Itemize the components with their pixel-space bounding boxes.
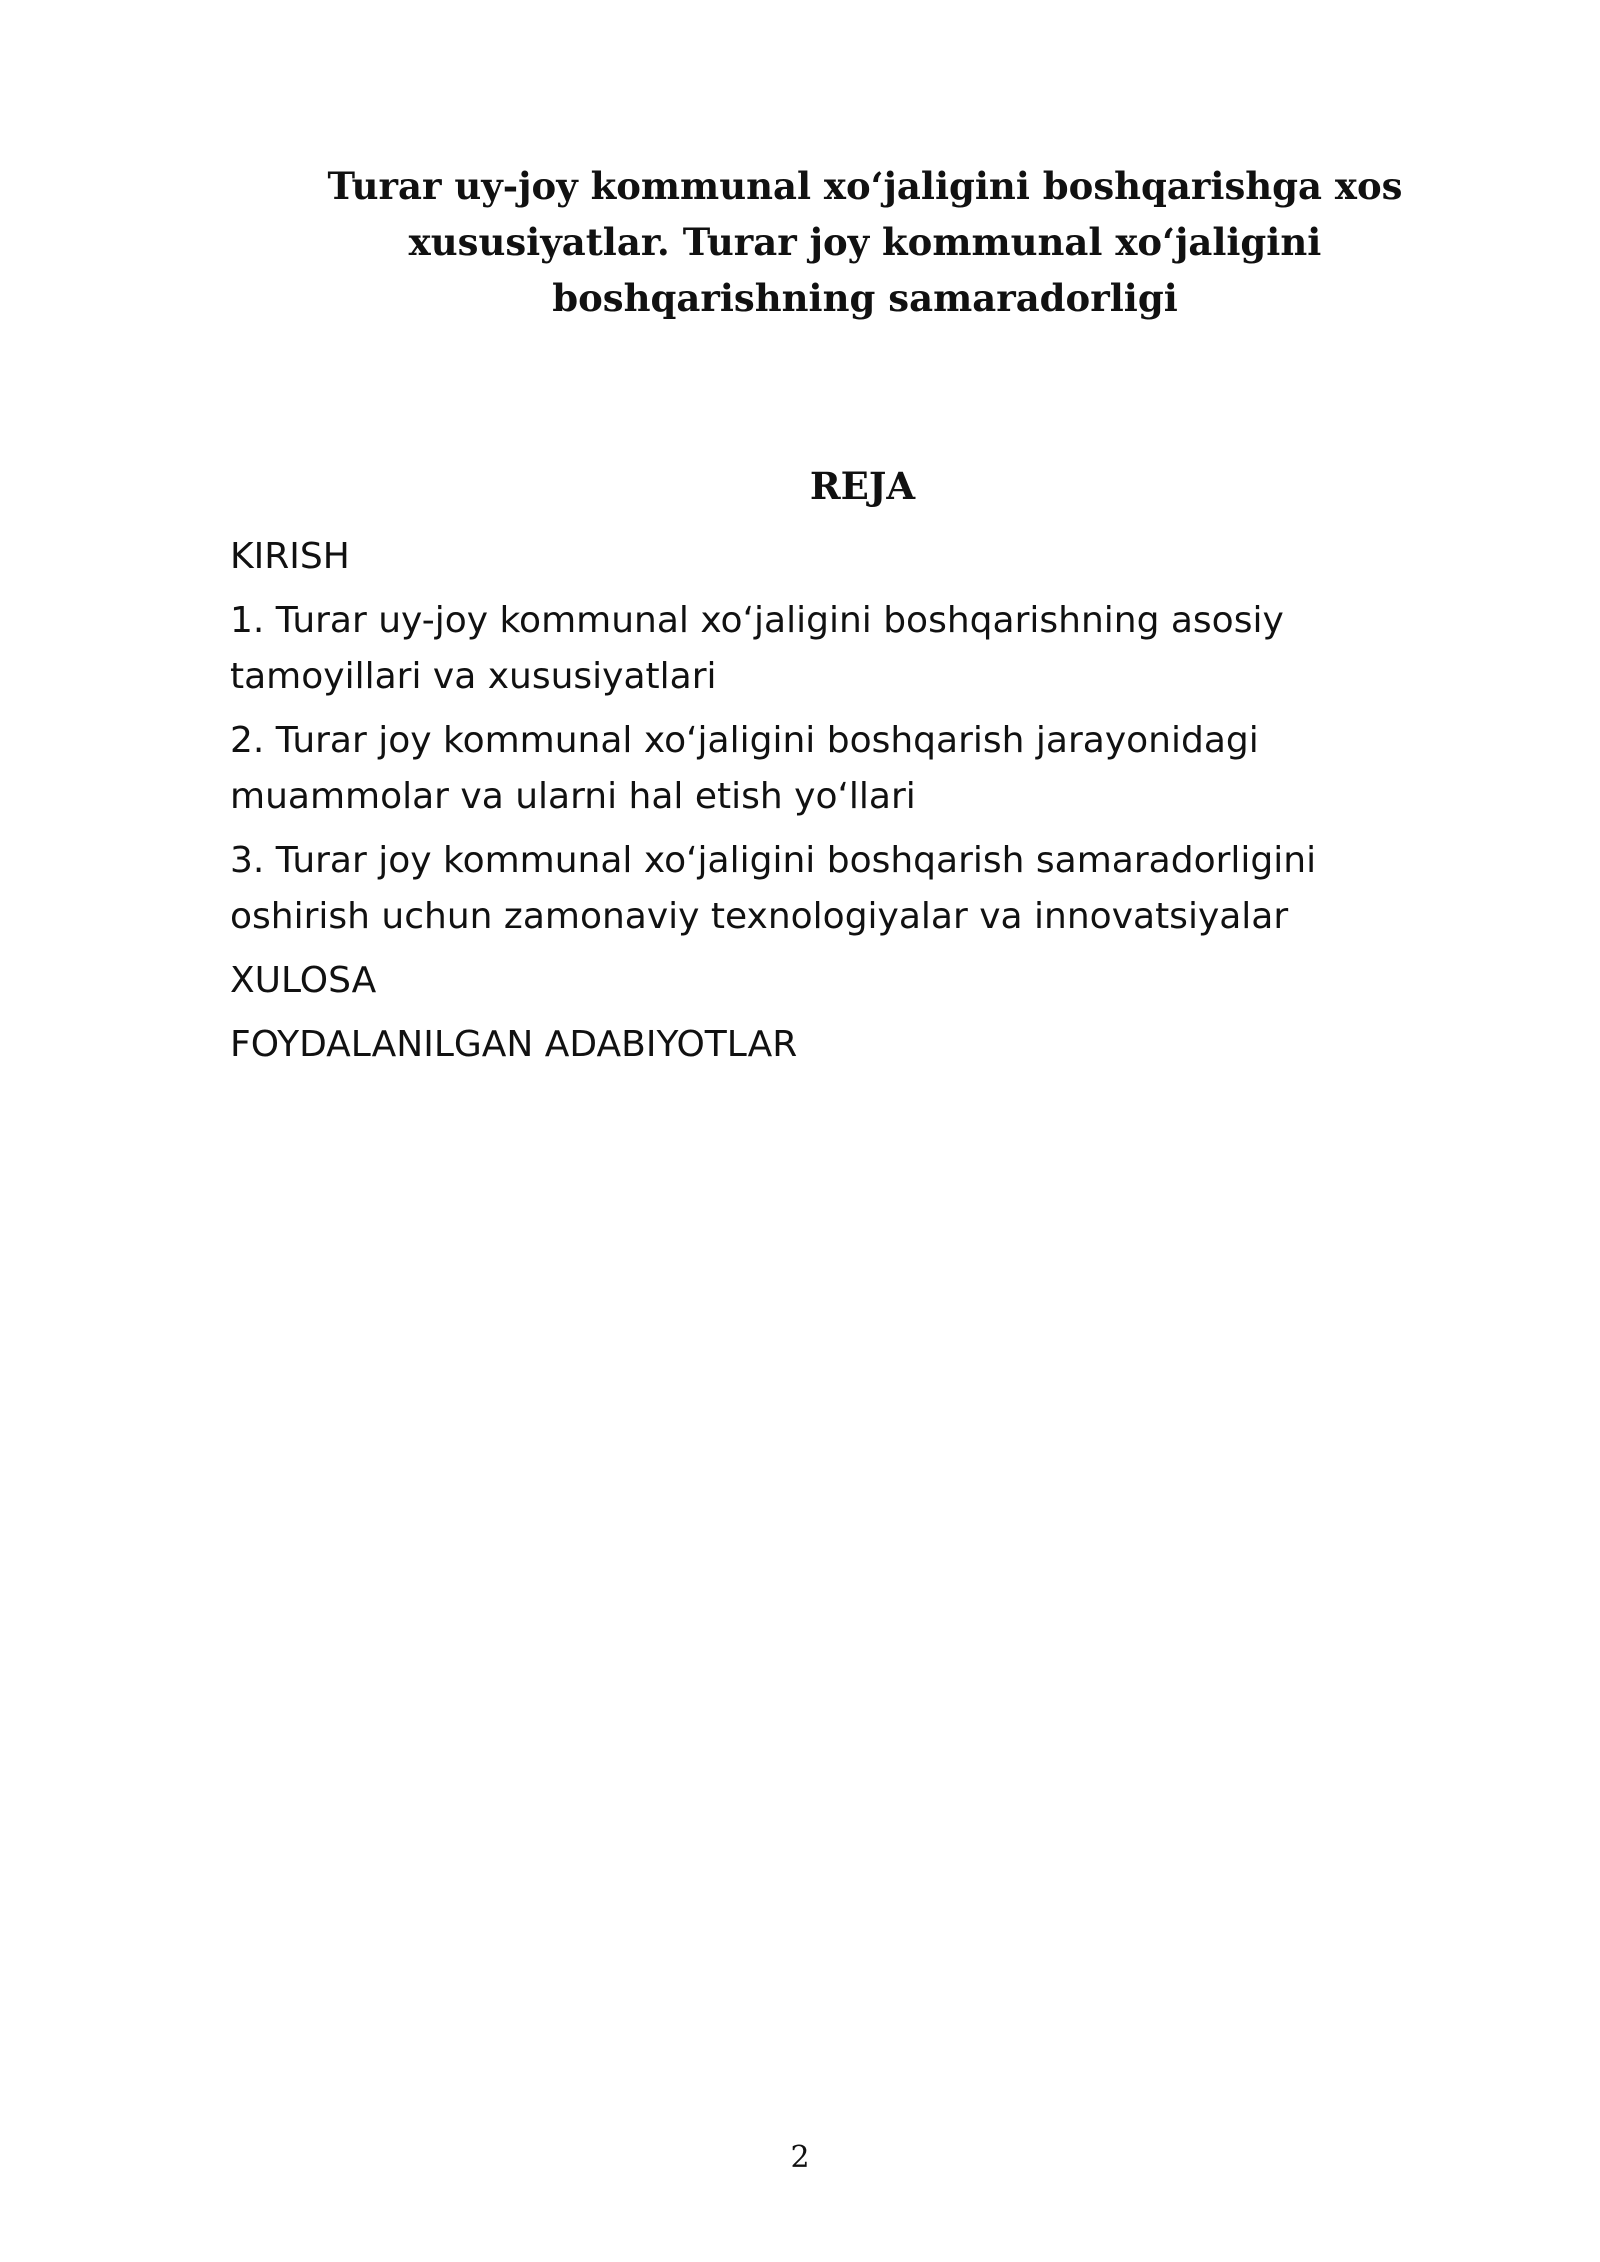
plan-heading: REJA [809,464,916,508]
document-title: Turar uy-joy kommunal xo‘jaligini boshqarishga xos xususiyatlar. Turar joy kommunal xo‘jaligini boshqarishning samaradorligi [327,164,1403,320]
plan-item-3: 3. Turar joy kommunal xo‘jaligini boshqarish samaradorligini oshirish uchun zamonaviy texnologiyalar va innovatsiyalar [230,840,1317,937]
plan-list [230,529,1430,1081]
plan-item-introduction: KIRISH [230,536,350,577]
plan-item-2: 2. Turar joy kommunal xo‘jaligini boshqarish jarayonidagi muammolar va ularni hal etish yo‘llari [230,720,1259,817]
plan-item-1: 1. Turar uy-joy kommunal xo‘jaligini boshqarishning asosiy tamoyillari va xususiyatlari [230,600,1284,697]
plan-item-conclusion: XULOSA [230,960,377,1001]
page-number: 2 [790,2140,810,2175]
plan-item-references: FOYDALANILGAN ADABIYOTLAR [230,1024,798,1065]
